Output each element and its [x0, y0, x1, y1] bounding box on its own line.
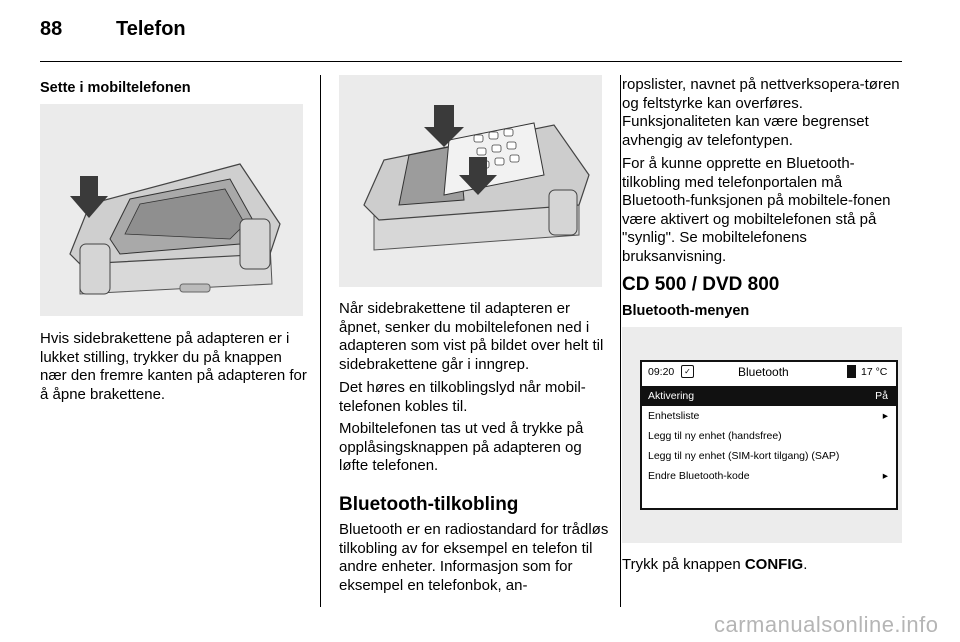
col3-paragraph-1: ropslister, navnet på nettverksopera-tøren og feltstyrke kan overføres. Funksjonaliteten kan være begrenset avhengig av telefontypen.: [622, 76, 900, 149]
phone-icon: [847, 365, 856, 378]
page-title: Telefon: [116, 18, 186, 40]
watermark: carmanualsonline.info: [714, 612, 939, 637]
col1-paragraph: Hvis sidebrakettene på adapteren er i lukket stilling, trykker du på knappen nær den fremre kanten på adapteren for å åpne brakettene.: [40, 330, 307, 403]
screen-temperature: 17 °C: [861, 366, 888, 378]
config-key: CONFIG: [744, 556, 804, 573]
screen-time: 09:20: [648, 366, 675, 378]
chevron-right-icon: ▸: [882, 410, 888, 422]
figure-adapter-open: [40, 104, 303, 316]
menu-item-label: Aktivering: [648, 390, 695, 402]
menu-item-label: Endre Bluetooth-kode: [648, 470, 750, 482]
page-number: 88: [40, 18, 63, 40]
column-divider-2: [620, 75, 621, 607]
column-divider-1: [320, 75, 321, 607]
check-icon: ✓: [681, 365, 694, 378]
adapter-illustration-2: [339, 75, 602, 287]
instruction-text: Trykk på knappen: [622, 556, 745, 573]
section-heading-insert-phone: Sette i mobiltelefonen: [40, 80, 191, 96]
menu-item-label: Legg til ny enhet (handsfree): [648, 430, 782, 442]
instruction-suffix: .: [803, 556, 808, 573]
section-heading-bluetooth: Bluetooth-tilkobling: [339, 494, 519, 515]
menu-item-label: Enhetsliste: [648, 410, 700, 422]
col2-paragraph-4: Bluetooth er en radiostandard for trådløs tilkobling av for eksempel en telefon til andre enheter. Informasjon som for eksempel en telefonbok, an-: [339, 521, 609, 594]
menu-item-add-handsfree[interactable]: [642, 426, 896, 446]
menu-item-value: På: [875, 390, 888, 402]
col3-instruction: [622, 556, 902, 575]
bluetooth-menu-screen: [640, 360, 898, 510]
screen-title: Bluetooth: [738, 365, 789, 379]
menu-item-device-list[interactable]: [642, 406, 896, 426]
menu-item-change-code[interactable]: [642, 466, 896, 486]
col2-paragraph-2: Det høres en tilkoblingslyd når mobil-telefonen kobles til.: [339, 379, 586, 415]
section-heading-cd-dvd: CD 500 / DVD 800: [622, 274, 780, 295]
menu-item-add-sap[interactable]: [642, 446, 896, 466]
chevron-right-icon: ▸: [882, 470, 888, 482]
figure-phone-insert: [339, 75, 602, 287]
adapter-illustration-1: [40, 104, 303, 316]
menu-item-label: Legg til ny enhet (SIM-kort tilgang) (SAP): [648, 450, 840, 462]
screen-status-bar: [642, 362, 896, 384]
col2-paragraph-3: Mobiltelefonen tas ut ved å trykke på opplåsingsknappen på adapteren og løfte telefonen.: [339, 420, 584, 474]
subheading-bluetooth-menu: Bluetooth-menyen: [622, 303, 750, 319]
col3-paragraph-2: For å kunne opprette en Bluetooth-tilkobling med telefonportalen må Bluetooth-funksjonen på mobiltele-fonen være aktivert og mobiltelefonen stå på "synlig". Se mobiltelefonens bruksanvisning.: [622, 155, 891, 265]
col2-paragraph-1: Når sidebrakettene til adapteren er åpnet, senker du mobiltelefonen ned i adapteren som vist på bildet over helt til sidebrakettene går i inngrep.: [339, 300, 604, 373]
header-rule: [40, 61, 902, 62]
menu-item-activation[interactable]: [642, 386, 896, 406]
